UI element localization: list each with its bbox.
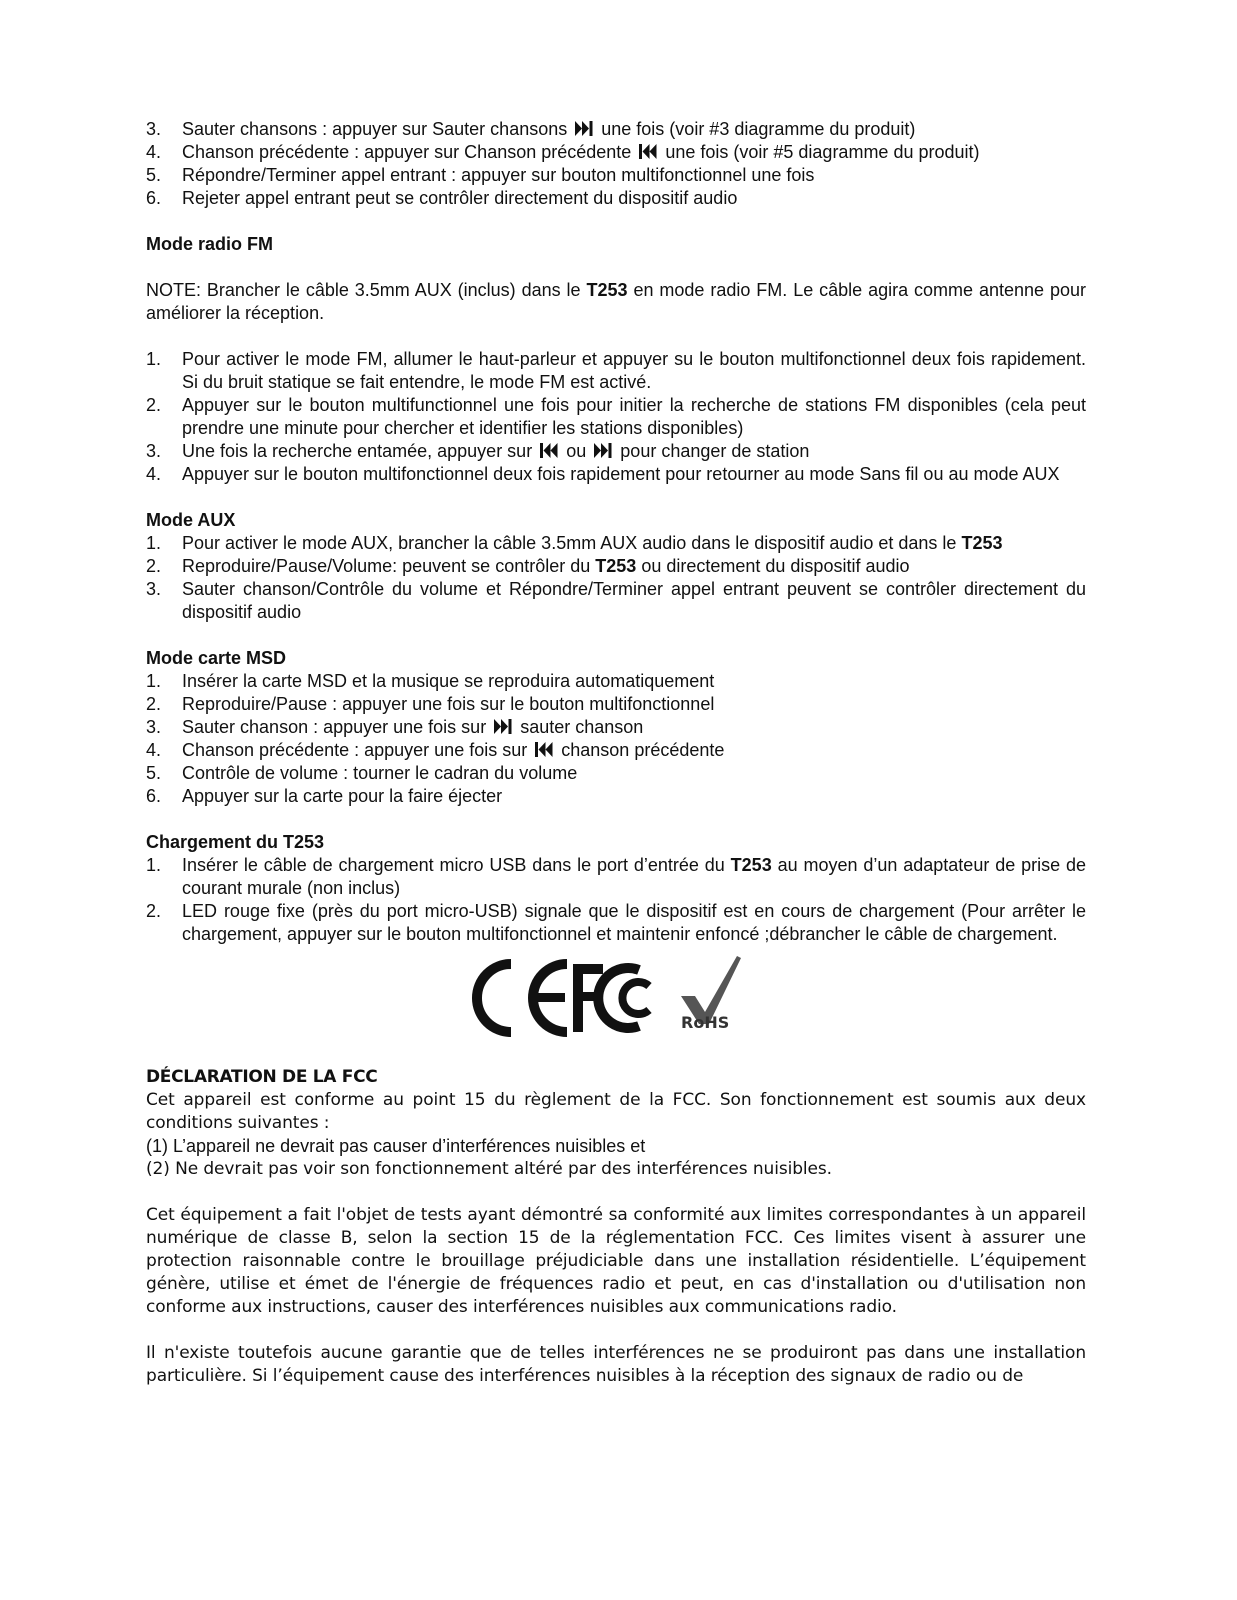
fm-heading: Mode radio FM xyxy=(146,234,273,254)
list-item: 1. Insérer la carte MSD et la musique se reproduira automatiquement xyxy=(146,671,715,691)
msd-heading: Mode carte MSD xyxy=(146,648,287,668)
list-item: 6. Rejeter appel entrant peut se contrôler directement du dispositif audio xyxy=(146,188,738,208)
document-page xyxy=(146,118,1086,1388)
fcc-condition-2: (2) Ne devrait pas voir son fonctionnement altéré par des interférences nuisibles. xyxy=(146,1159,832,1179)
skip-previous-icon xyxy=(539,442,559,459)
fcc-logo xyxy=(573,964,649,1032)
ce-mark-logo xyxy=(477,964,567,1032)
list-item: 1. Pour activer le mode AUX, brancher la câble 3.5mm AUX audio dans le dispositif audio et dans le T253 xyxy=(146,533,1003,553)
skip-next-icon xyxy=(593,442,613,459)
aux-heading: Mode AUX xyxy=(146,510,236,530)
list-item: 2. LED rouge fixe (près du port micro-USB) signale que le dispositif est en cours de chargement (Pour arrêter le chargement, appuyer sur le bouton multifonctionnel et maintenir enfoncé ;débrancher le câble de chargement. xyxy=(146,901,1086,944)
list-item: 5. Répondre/Terminer appel entrant : appuyer sur bouton multifonctionnel une fois xyxy=(146,165,815,185)
fm-note: NOTE: Brancher le câble 3.5mm AUX (inclus) dans le T253 en mode radio FM. Le câble agira comme antenne pour améliorer la réception. xyxy=(146,280,1086,323)
list-item: 1. Pour activer le mode FM, allumer le haut-parleur et appuyer su le bouton multifonctionnel deux fois rapidement. Si du bruit statique se fait entendre, le mode FM est activé. xyxy=(146,349,1086,392)
skip-next-icon xyxy=(574,120,594,137)
charge-list xyxy=(146,854,1086,946)
aux-list xyxy=(146,532,1086,624)
list-item: 2. Reproduire/Pause : appuyer une fois sur le bouton multifonctionnel xyxy=(146,694,715,714)
certification-logos xyxy=(146,946,1086,1066)
list-item: 4. Chanson précédente : appuyer sur Chanson précédente une fois (voir #5 diagramme du produit) xyxy=(146,142,980,162)
charge-heading: Chargement du T253 xyxy=(146,832,325,852)
list-item: 4. Appuyer sur le bouton multifonctionnel deux fois rapidement pour retourner au mode Sans fil ou au mode AUX xyxy=(146,464,1060,484)
fcc-paragraph-1: Cet équipement a fait l'objet de tests ayant démontré sa conformité aux limites correspondantes à un appareil numérique de classe B, selon la section 15 de la réglementation FCC. Ces limites visent à assurer une protection raisonnable contre le brouillage préjudiciable dans une installation résidentielle. L’équipement génère, utilise et émet de l'énergie de fréquences radio et peut, en cas d'installation ou d'utilisation non conforme aux instructions, causer des interférences nuisibles aux communications radio. xyxy=(146,1205,1086,1317)
skip-previous-icon xyxy=(638,143,658,160)
list-item: 6. Appuyer sur la carte pour la faire éjecter xyxy=(146,786,503,806)
list-item: 3. Une fois la recherche entamée, appuyer sur ou pour changer de station xyxy=(146,441,810,461)
list-item: 4. Chanson précédente : appuyer une fois sur chanson précédente xyxy=(146,740,725,760)
list-item: 3. Sauter chanson/Contrôle du volume et Répondre/Terminer appel entrant peuvent se contrôler directement du dispositif audio xyxy=(146,579,1086,622)
list-item: 3. Sauter chanson : appuyer une fois sur sauter chanson xyxy=(146,717,644,737)
playback-list xyxy=(146,118,1086,210)
rohs-label: RoHS xyxy=(681,1013,730,1032)
list-item: 5. Contrôle de volume : tourner le cadran du volume xyxy=(146,763,578,783)
fcc-intro: Cet appareil est conforme au point 15 du règlement de la FCC. Son fonctionnement est soumis aux deux conditions suivantes : xyxy=(146,1090,1086,1133)
rohs-logo xyxy=(681,956,741,1032)
list-item: 2. Appuyer sur le bouton multifunctionnel une fois pour initier la recherche de stations FM disponibles (cela peut prendre une minute pour chercher et identifier les stations disponibles) xyxy=(146,395,1086,438)
fcc-paragraph-2: Il n'existe toutefois aucune garantie que de telles interférences ne se produiront pas dans une installation particulière. Si l’équipement cause des interférences nuisibles à la réception des signaux de radio ou de xyxy=(146,1343,1086,1386)
list-item: 2. Reproduire/Pause/Volume: peuvent se contrôler du T253 ou directement du dispositif audio xyxy=(146,556,910,576)
list-item: 1. Insérer le câble de chargement micro USB dans le port d’entrée du T253 au moyen d’un adaptateur de prise de courant murale (non inclus) xyxy=(146,855,1086,898)
list-item: 3. Sauter chansons : appuyer sur Sauter chansons une fois (voir #3 diagramme du produit) xyxy=(146,119,916,139)
fcc-condition-1: (1) L’appareil ne devrait pas causer d’interférences nuisibles et xyxy=(146,1136,646,1156)
skip-next-icon xyxy=(493,718,513,735)
fm-list xyxy=(146,348,1086,486)
skip-previous-icon xyxy=(534,741,554,758)
msd-list xyxy=(146,670,1086,808)
fcc-heading: DÉCLARATION DE LA FCC xyxy=(146,1067,378,1087)
